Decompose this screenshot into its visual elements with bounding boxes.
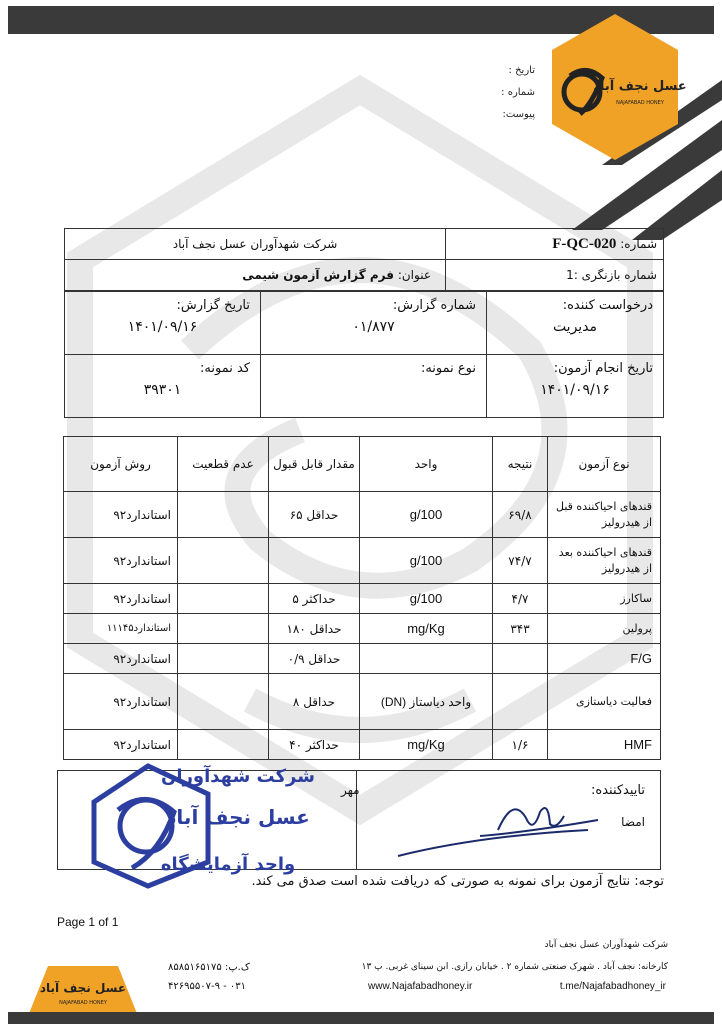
requester-cell: [487, 292, 664, 355]
test-unit: [360, 644, 493, 674]
test-method: استاندارد۹۲: [64, 644, 178, 674]
test-result: ۴/۷: [493, 584, 548, 614]
table-row: [64, 644, 661, 674]
test-uncertainty: [178, 614, 269, 644]
requester-label: درخواست کننده:: [562, 298, 653, 313]
table-row: [64, 492, 661, 538]
test-unit: g/100: [360, 584, 493, 614]
header-table: [64, 228, 664, 291]
test-acceptable: حداقل ۱۸۰: [269, 614, 360, 644]
test-result: [493, 644, 548, 674]
form-number-label: شماره:: [620, 236, 657, 251]
test-date: ۱۴۰۱/۰۹/۱۶: [540, 382, 610, 398]
approver-label: تاییدکننده:: [591, 783, 645, 798]
test-uncertainty: [178, 644, 269, 674]
col-test: نوع آزمون: [548, 437, 661, 492]
title-cell: [65, 260, 446, 291]
test-date-label: تاریخ انجام آزمون:: [553, 361, 653, 376]
test-method: استاندارد۹۲: [64, 538, 178, 584]
report-number-cell: [261, 292, 487, 355]
test-date-cell: [487, 355, 664, 418]
footer-logo-subtext: NAJAFABAD HONEY: [59, 1000, 107, 1006]
table-row: [64, 674, 661, 730]
lab-seal-stamp: [88, 752, 315, 892]
footer-postal-code: ک.پ: ۸۵۸۵۱۶۵۱۷۵: [168, 962, 250, 973]
logo-text: عسل نجف آباد: [593, 79, 687, 94]
footer-brand-logo: [28, 966, 138, 1016]
footer-phone: ۰۳۱ - ۴۲۶۹۵۵۰۷-۹: [168, 981, 247, 992]
sample-code-label: کد نمونه:: [200, 361, 250, 376]
test-name: پرولین: [548, 614, 661, 644]
table-row: [64, 614, 661, 644]
test-unit: واحد دیاستاز (DN): [360, 674, 493, 730]
test-result: ۷۴/۷: [493, 538, 548, 584]
test-method: استاندارد۹۲: [64, 674, 178, 730]
test-acceptable: [269, 538, 360, 584]
test-method: استاندارد۹۲: [64, 492, 178, 538]
footer-telegram-link[interactable]: t.me/Najafabadhoney_ir: [559, 981, 666, 992]
bottom-band: [8, 1012, 714, 1024]
seal-line-1: شرکت شهدآوران: [161, 766, 315, 787]
test-name: HMF: [548, 730, 661, 760]
test-result: ۳۴۳: [493, 614, 548, 644]
test-unit: mg/Kg: [360, 614, 493, 644]
form-number-cell: [446, 229, 664, 260]
results-header-row: [64, 437, 661, 492]
test-acceptable: حداقل ۶۵: [269, 492, 360, 538]
test-name: فعالیت دیاستازی: [548, 674, 661, 730]
footer-company: شرکت شهدآوران عسل نجف آباد: [544, 940, 668, 950]
signature-label: امضا: [621, 815, 645, 829]
col-uncertainty: عدم قطعیت: [178, 437, 269, 492]
test-name: قندهای احیاکننده قبل از هیدرولیز: [548, 492, 661, 538]
test-uncertainty: [178, 492, 269, 538]
test-result: ۶۹/۸: [493, 492, 548, 538]
revision-cell: [446, 260, 664, 291]
test-uncertainty: [178, 538, 269, 584]
table-row: [64, 538, 661, 584]
test-name: ساکارز: [548, 584, 661, 614]
sample-type-cell: [261, 355, 487, 418]
footer-website-link[interactable]: www.Najafabadhoney.ir: [368, 981, 473, 992]
form-number: F-QC-020: [552, 235, 617, 252]
requester: مدیریت: [552, 319, 598, 335]
title-label: عنوان:: [397, 268, 431, 282]
test-name: قندهای احیاکننده بعد از هیدرولیز: [548, 538, 661, 584]
signature-image: [388, 790, 618, 870]
test-result: ۱/۶: [493, 730, 548, 760]
number-label: شماره :: [501, 87, 535, 98]
test-uncertainty: [178, 584, 269, 614]
logo-subtext: NAJAFABAD HONEY: [616, 100, 664, 106]
table-row: [64, 584, 661, 614]
col-acceptable: مقدار قابل قبول: [269, 437, 360, 492]
sample-code: ۳۹۳۰۱: [143, 382, 182, 398]
footer-address: کارخانه: نجف آباد . شهرک صنعتی شماره ۲ . خیابان رازی. ابن سینای غربی. پ ۱۳: [361, 962, 668, 972]
test-acceptable: حداکثر ۵: [269, 584, 360, 614]
col-result: نتیجه: [493, 437, 548, 492]
col-unit: واحد: [360, 437, 493, 492]
revision-number: شماره بازنگری :1: [566, 268, 657, 282]
test-acceptable: حداقل ۸: [269, 674, 360, 730]
test-acceptable: حداکثر ۴۰: [269, 730, 360, 760]
test-method: استاندارد۹۲: [64, 730, 178, 760]
sample-type-label: نوع نمونه:: [420, 361, 476, 376]
results-note: توجه: نتایج آزمون برای نمونه به صورتی که دریافت شده است صدق می کند.: [251, 874, 664, 889]
test-uncertainty: [178, 674, 269, 730]
info-table: [64, 291, 664, 418]
date-label: تاریخ :: [508, 65, 535, 76]
form-title: فرم گزارش آزمون شیمی: [242, 268, 394, 282]
attachment-label: پیوست:: [502, 109, 535, 120]
test-result: [493, 674, 548, 730]
test-name: F/G: [548, 644, 661, 674]
col-method: روش آزمون: [64, 437, 178, 492]
footer-logo-text: عسل نجف آباد: [39, 981, 127, 995]
report-date: ۱۴۰۱/۰۹/۱۶: [127, 319, 198, 335]
results-table: [63, 436, 661, 760]
test-unit: g/100: [360, 538, 493, 584]
seal-line-2: عسل نجف آباد: [166, 805, 310, 829]
sample-code-cell: [65, 355, 261, 418]
test-unit: mg/Kg: [360, 730, 493, 760]
seal-line-3: واحد آزمایشگاه: [160, 854, 296, 875]
company-name: شرکت شهدآوران عسل نجف آباد: [172, 237, 338, 251]
seal-label: مهر: [341, 783, 360, 797]
page-number: Page 1 of 1: [57, 915, 119, 929]
report-date-label: تاریخ گزارش:: [176, 298, 250, 313]
report-number-label: شماره گزارش:: [392, 298, 476, 313]
report-date-cell: [65, 292, 261, 355]
brand-logo: [552, 14, 687, 160]
test-method: استاندارد۹۲: [64, 584, 178, 614]
test-acceptable: حداقل ۰/۹: [269, 644, 360, 674]
test-unit: g/100: [360, 492, 493, 538]
test-method: استاندارد۱۱۱۴۵: [64, 614, 178, 644]
report-number: ۰۱/۸۷۷: [352, 319, 395, 335]
letter-meta: [501, 60, 535, 126]
company-cell: [65, 229, 446, 260]
